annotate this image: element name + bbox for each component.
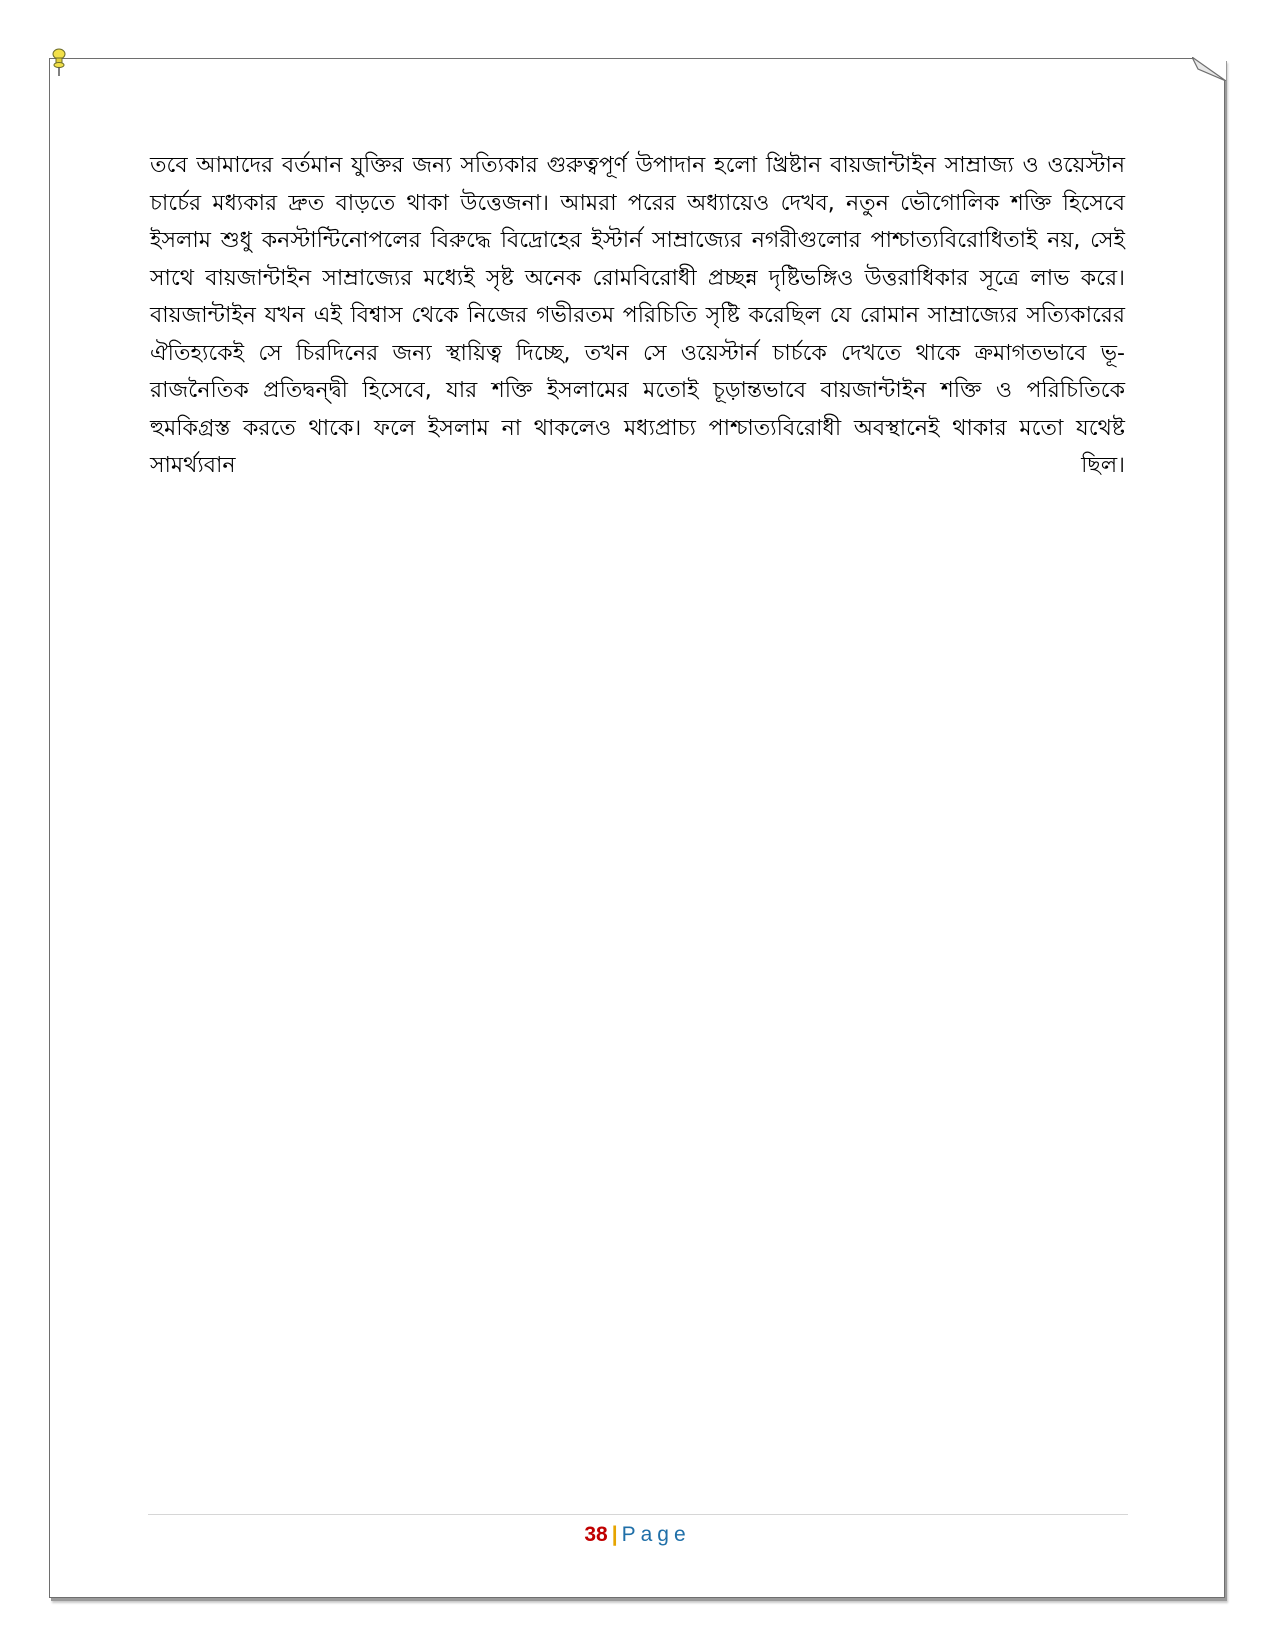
page-separator: | bbox=[611, 1523, 618, 1546]
page-label: Page bbox=[621, 1523, 691, 1546]
page-corner-fold-icon bbox=[1192, 57, 1226, 81]
footer-divider bbox=[148, 1514, 1128, 1515]
pushpin-icon bbox=[50, 48, 68, 78]
page-number: 38 bbox=[584, 1523, 608, 1546]
page-footer bbox=[0, 1521, 1275, 1549]
body-paragraph: তবে আমাদের বর্তমান যুক্তির জন্য সত্যিকার গুরুত্বপূর্ণ উপাদান হলো খ্রিষ্টান বায়জান্টাইন সাম্রাজ্য ও ওয়েস্টান চার্চের মধ্যকার দ্রুত বাড়তে থাকা উত্তেজনা। আমরা পরের অধ্যায়েও দেখব, নতুন ভৌগোলিক শক্তি হিসেবে ইসলাম শুধু কনস্টান্টিনোপলের বিরুদ্ধে বিদ্রোহের ইস্টার্ন সাম্রাজ্যের নগরীগুলোর পাশ্চাত্যবিরোধিতাই নয়, সেই সাথে বায়জান্টাইন সাম্রাজ্যের মধ্যেই সৃষ্ট অনেক রোমবিরোধী প্রচ্ছন্ন দৃষ্টিভঙ্গিও উত্তরাধিকার সূত্রে লাভ করে। বায়জান্টাইন যখন এই বিশ্বাস থেকে নিজের গভীরতম পরিচিতি সৃষ্টি করেছিল যে রোমান সাম্রাজ্যের সত্যিকারের ঐতিহ্যকেই সে চিরদিনের জন্য স্থায়িত্ব দিচ্ছে, তখন সে ওয়েস্টার্ন চার্চকে দেখতে থাকে ক্রমাগতভাবে ভূ-রাজনৈতিক প্রতিদ্বন্দ্বী হিসেবে, যার শক্তি ইসলামের মতোই চূড়ান্তভাবে বায়জান্টাইন শক্তি ও পরিচিতিকে হুমকিগ্রস্ত করতে থাকে। ফলে ইসলাম না থাকলেও মধ্যপ্রাচ্য পাশ্চাত্যবিরোধী অবস্থানেই থাকার মতো যথেষ্ট সামর্থ্যবান ছিল। bbox=[150, 153, 1125, 478]
